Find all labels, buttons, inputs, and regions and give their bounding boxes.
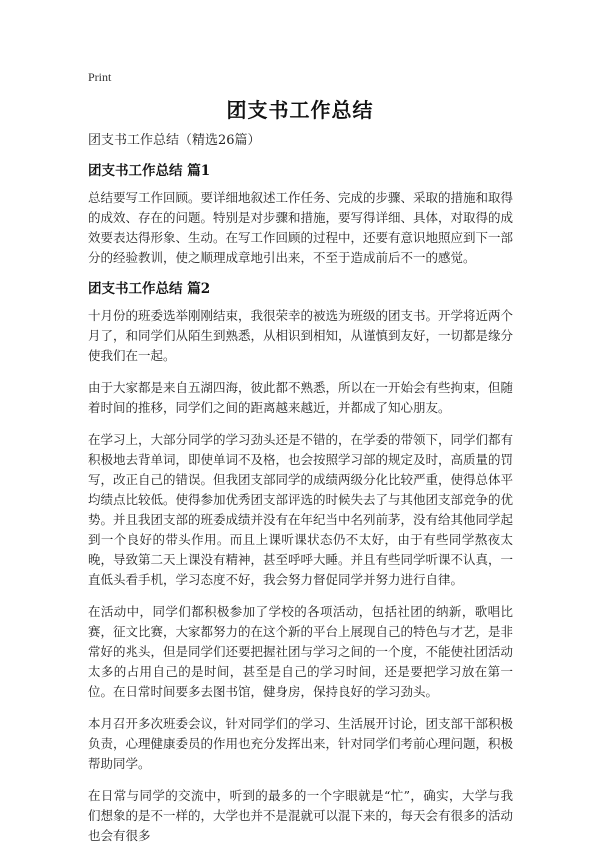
paragraph: 在活动中，同学们都积极参加了学校的各项活动，包括社团的纳新，歌唱比赛，征文比赛，大家都努力的在这个新的平台上展现自己的特色与才艺，是非常好的兆头，但是同学们还要把握社团与学习之间的一个度，不能使社团活动太多的占用自己的是时间，甚至是自己的学习时间，还是要把学习放在第一位。在日常时间要多去图书馆，健身房，保持良好的学习劲头。 [88, 604, 514, 699]
paragraph: 本月召开多次班委会议，针对同学们的学习、生活展开讨论，团支部干部积极负责，心理健康委员的作用也充分发挥出来，针对同学们考前心理问题，积极帮助同学。 [88, 716, 514, 771]
paragraph: 总结要写工作回顾。要详细地叙述工作任务、完成的步骤、采取的措施和取得的成效、存在的问题。特别是对步骤和措施，要写得详细、具体，对取得的成效要表达得形象、生动。在写工作回顾的过程中，还要有意识地照应到下一部分的经验教训，使之顺理成章地引出来，不至于造成前后不一的感觉。 [88, 190, 514, 265]
paragraph: 十月份的班委选举刚刚结束，我很荣幸的被选为班级的团支书。开学将近两个月了，和同学们从陌生到熟悉，从相识到相知，从谨慎到友好，一切都是缘分使我们在一起。 [88, 308, 514, 363]
section-heading: 团支书工作总结 篇2 [88, 281, 211, 297]
section-2 [88, 280, 513, 846]
paragraph: 在学习上，大部分同学的学习劲头还是不错的，在学委的带领下，同学们都有积极地去背单词，即使单词不及格，也会按照学习部的规定及时，高质量的罚写，改正自己的错误。但我团支部同学的成绩两级分化比较严重，使得总体平均绩点比较低。使得参加优秀团支部评选的时候失去了与其他团支部竞争的优势。并且我团支部的班委成绩并没有在年纪当中名列前茅，没有给其他同学起到一个良好的带头作用。而且上课听课状态仍不太好，由于有些同学熬夜太晚，导致第二天上课没有精神，甚至呼呼大睡。并且有些同学听课不认真，一直低头看手机，学习态度不好，我会努力督促同学并努力进行自律。 [88, 432, 514, 587]
paragraph: 由于大家都是来自五湖四海，彼此都不熟悉，所以在一开始会有些拘束，但随着时间的推移，同学们之间的距离越来越近，并都成了知心朋友。 [88, 380, 514, 415]
print-link[interactable]: Print [88, 70, 112, 84]
document-body [88, 132, 513, 846]
document-subtitle: 团支书工作总结（精选26篇） [88, 133, 261, 148]
section-heading: 团支书工作总结 篇1 [88, 163, 211, 179]
page-title: 团支书工作总结 [226, 98, 374, 122]
paragraph: 在日常与同学的交流中，听到的最多的一个字眼就是“忙”，确实，大学与我们想象的是不一样的，大学也并不是混就可以混下来的，每天会有很多的活动也会有很多 [88, 788, 514, 843]
section-1 [88, 162, 513, 268]
